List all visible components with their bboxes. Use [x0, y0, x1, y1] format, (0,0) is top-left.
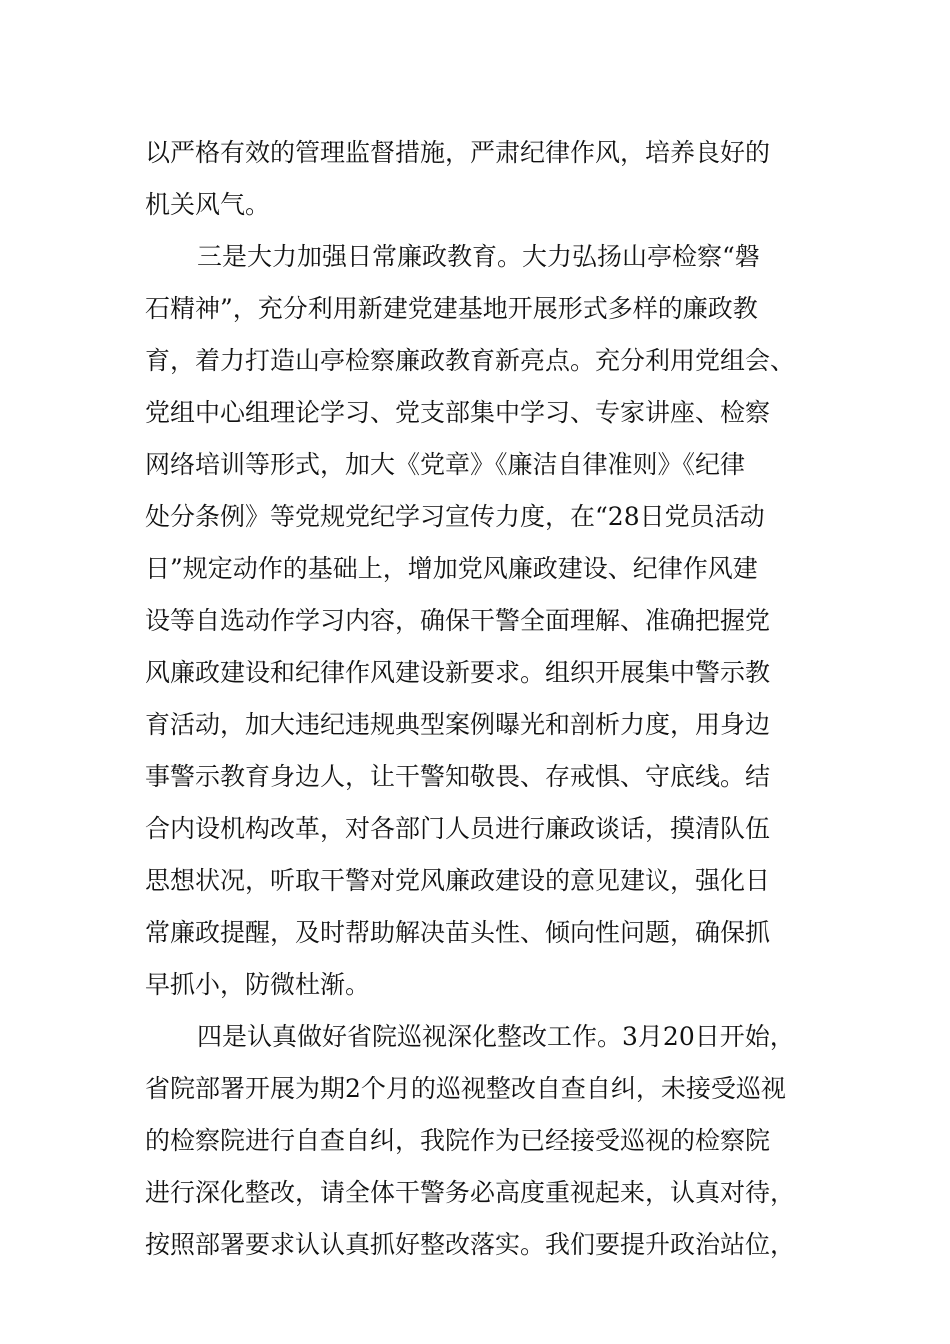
text-line: 网络培训等形式，加大《党章》《廉洁自律准则》《纪律	[145, 450, 746, 479]
text-line: 日”规定动作的基础上，增加党风廉政建设、纪律作风建	[145, 554, 758, 583]
text-line: 思想状况，听取干警对党风廉政建设的意见建议，强化日	[145, 866, 771, 895]
text-line: 设等自选动作学习内容，确保干警全面理解、准确把握党	[145, 606, 771, 635]
text-line: 省院部署开展为期2个月的巡视整改自查自纠，未接受巡视	[145, 1074, 786, 1103]
text-line: 育活动，加大违纪违规典型案例曝光和剖析力度，用身边	[145, 710, 771, 739]
text-line: 常廉政提醒，及时帮助解决苗头性、倾向性问题，确保抓	[145, 918, 771, 947]
text-line: 党组中心组理论学习、党支部集中学习、专家讲座、检察	[145, 398, 771, 427]
paragraph-start-line: 四是认真做好省院巡视深化整改工作。3月20日开始，	[197, 1022, 795, 1051]
text-line: 事警示教育身边人，让干警知敬畏、存戒惧、守底线。结	[145, 762, 771, 791]
text-line: 合内设机构改革，对各部门人员进行廉政谈话，摸清队伍	[145, 814, 771, 843]
text-line: 风廉政建设和纪律作风建设新要求。组织开展集中警示教	[145, 658, 771, 687]
text-line: 石精神”，充分利用新建党建基地开展形式多样的廉政教	[145, 294, 758, 323]
text-line: 育，着力打造山亭检察廉政教育新亮点。充分利用党组会、	[145, 346, 796, 375]
text-line: 进行深化整改，请全体干警务必高度重视起来，认真对待，	[145, 1178, 796, 1207]
text-line: 机关风气。	[145, 190, 271, 219]
paragraph-start-line: 三是大力加强日常廉政教育。大力弘扬山亭检察“磐	[197, 242, 760, 271]
body-text	[145, 127, 815, 1271]
text-line: 按照部署要求认认真抓好整改落实。我们要提升政治站位，	[145, 1230, 796, 1259]
text-line: 处分条例》等党规党纪学习宣传力度，在“28日党员活动	[145, 502, 765, 531]
text-line: 的检察院进行自查自纠，我院作为已经接受巡视的检察院	[145, 1126, 771, 1155]
text-line: 以严格有效的管理监督措施，严肃纪律作风，培养良好的	[145, 138, 771, 167]
text-line: 早抓小，防微杜渐。	[145, 970, 371, 999]
